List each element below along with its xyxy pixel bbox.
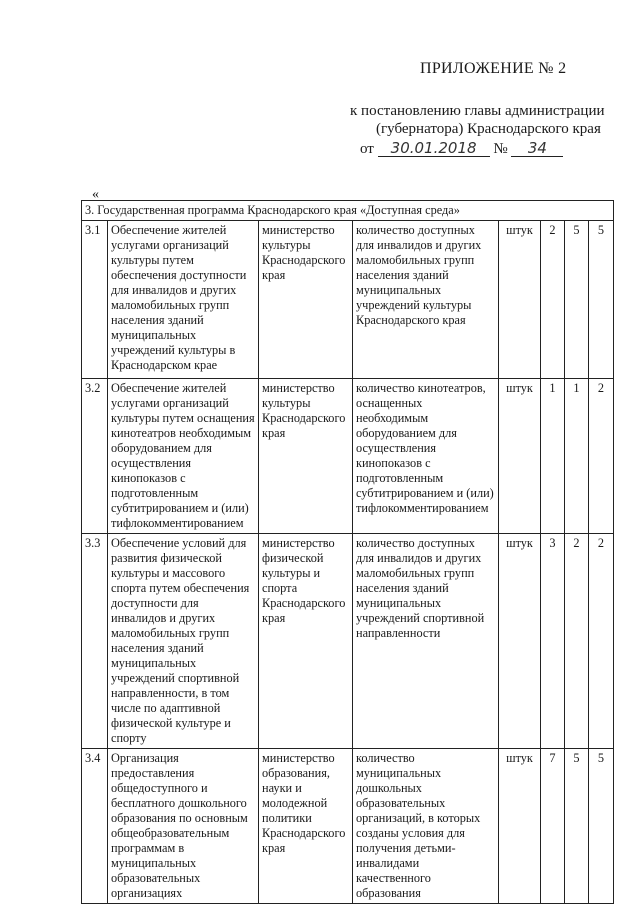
row-ministry: министерство образования, науки и молодежной политики Краснодарского края <box>259 749 353 904</box>
row-ministry: министерство культуры Краснодарского края <box>259 221 353 379</box>
row-description: Обеспечение жителей услугами организаций культуры путем обеспечения доступности для инвалидов и других маломобильных групп населения зданий муниципальных учреждений культуры в Краснодарском крае <box>108 221 259 379</box>
row-value-3: 2 <box>589 534 614 749</box>
row-number: 3.2 <box>82 379 108 534</box>
decree-line-1: к постановлению главы администрации <box>350 103 605 119</box>
row-value-2: 5 <box>565 749 589 904</box>
row-unit: штук <box>499 379 541 534</box>
row-description: Организация предоставления общедоступного и бесплатного дошкольного образования по основным общеобразовательным программам в муниципальных образовательных организациях <box>108 749 259 904</box>
row-number: 3.1 <box>82 221 108 379</box>
row-value-1: 7 <box>541 749 565 904</box>
row-value-2: 2 <box>565 534 589 749</box>
table-row <box>82 221 614 379</box>
number-prefix: № <box>493 141 508 157</box>
table-row <box>82 749 614 904</box>
row-number: 3.3 <box>82 534 108 749</box>
row-indicator: количество муниципальных дошкольных образовательных организаций, в которых созданы условия для получения детьми-инвалидами качественного образования <box>353 749 499 904</box>
section-title: 3. Государственная программа Краснодарского края «Доступная среда» <box>82 201 614 221</box>
row-indicator: количество кинотеатров, оснащенных необходимым оборудованием для осуществления кинопоказов с подготовленным субтитрированием и (или) тифлокомментированием <box>353 379 499 534</box>
row-ministry: министерство физической культуры и спорта Краснодарского края <box>259 534 353 749</box>
table-row <box>82 534 614 749</box>
row-value-3: 5 <box>589 221 614 379</box>
row-value-1: 3 <box>541 534 565 749</box>
handwritten-number: 34 <box>511 140 563 157</box>
row-description: Обеспечение жителей услугами организаций культуры путем оснащения кинотеатров необходимым оборудованием для осуществления кинопоказов с подготовленным субтитрированием и (или) тифлокомментированием <box>108 379 259 534</box>
section-header-row <box>82 201 614 221</box>
row-value-2: 5 <box>565 221 589 379</box>
row-ministry: министерство культуры Краснодарского края <box>259 379 353 534</box>
row-value-3: 2 <box>589 379 614 534</box>
decree-line-2: (губернатора) Краснодарского края <box>376 121 601 137</box>
row-number: 3.4 <box>82 749 108 904</box>
row-value-3: 5 <box>589 749 614 904</box>
row-value-1: 1 <box>541 379 565 534</box>
row-indicator: количество доступных для инвалидов и других маломобильных групп населения зданий муниципальных учреждений культуры Краснодарского края <box>353 221 499 379</box>
opening-quote: « <box>92 187 99 202</box>
row-unit: штук <box>499 534 541 749</box>
row-unit: штук <box>499 221 541 379</box>
handwritten-date: 30.01.2018 <box>378 140 490 157</box>
date-prefix: от <box>360 141 374 157</box>
appendix-title: ПРИЛОЖЕНИЕ № 2 <box>420 60 567 77</box>
row-value-1: 2 <box>541 221 565 379</box>
row-value-2: 1 <box>565 379 589 534</box>
row-unit: штук <box>499 749 541 904</box>
program-table <box>81 200 614 904</box>
row-description: Обеспечение условий для развития физической культуры и массового спорта путем обеспечения доступности для инвалидов и других маломобильных групп населения зданий муниципальных учреждений спортивной направленности, в том числе по адаптивной физической культуре и спорту <box>108 534 259 749</box>
row-indicator: количество доступных для инвалидов и других маломобильных групп населения зданий муниципальных учреждений спортивной направленности <box>353 534 499 749</box>
table-row <box>82 379 614 534</box>
decree-date-line <box>360 140 563 158</box>
